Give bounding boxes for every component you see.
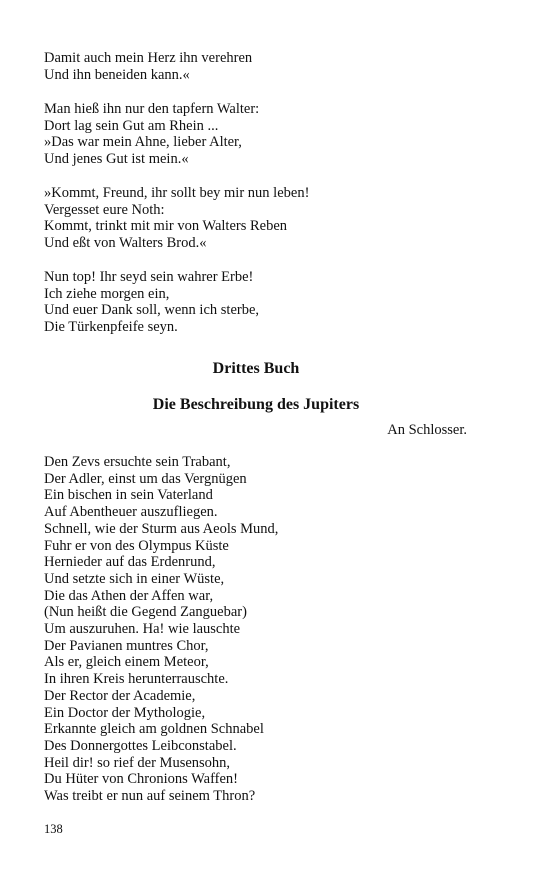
verse-line: Ich ziehe morgen ein, [44,285,170,302]
verse-line: Des Donnergottes Leibconstabel. [44,737,237,754]
verse-line: Und jenes Gut ist mein.« [44,151,189,168]
stanza-1 [44,50,252,83]
verse-line: Und euer Dank soll, wenn ich sterbe, [44,302,260,319]
verse-line: Die Türkenpfeife seyn. [44,319,178,336]
verse-line: Die das Athen der Affen war, [44,587,214,604]
verse-line: »Das war mein Ahne, lieber Alter, [44,134,242,151]
verse-line: Der Rector der Academie, [44,687,196,704]
stanza-2 [44,101,259,168]
verse-line: »Kommt, Freund, ihr sollt bey mir nun leben! [44,185,310,201]
verse-line: Ein bischen in sein Vaterland [44,487,213,504]
verse-line: Heil dir! so rief der Musensohn, [44,754,231,771]
verse-line: Erkannte gleich am goldnen Schnabel [44,721,264,738]
verse-line: Man hieß ihn nur den tapfern Walter: [44,101,260,117]
verse-line: Kommt, trinkt mit mir von Walters Reben [44,218,288,235]
verse-line: Als er, gleich einem Meteor, [44,654,209,671]
dedication: An Schlosser. [387,422,467,438]
verse-line: Nun top! Ihr seyd sein wahrer Erbe! [44,269,254,285]
book-heading: Drittes Buch [212,360,300,377]
verse-line: In ihren Kreis herunterrauschte. [44,671,229,688]
verse-line: Vergesset eure Noth: [44,201,165,218]
verse-line: Und eßt von Walters Brod.« [44,235,207,252]
verse-line: Der Pavianen muntres Chor, [44,637,209,654]
verse-line: Schnell, wie der Sturm aus Aeols Mund, [44,520,279,537]
verse-line: Dort lag sein Gut am Rhein ... [44,117,219,134]
verse-line: Was treibt er nun auf seinem Thron? [44,788,256,805]
verse-line: Ein Doctor der Mythologie, [44,704,206,721]
stanza-4 [44,269,259,336]
verse-line: Und setzte sich in einer Wüste, [44,570,225,587]
verse-line: Und ihn beneiden kann.« [44,66,190,83]
poem-body [44,454,278,805]
poem-title: Die Beschreibung des Jupiters [152,396,360,413]
page-number: 138 [44,822,63,836]
verse-line: (Nun heißt die Gegend Zanguebar) [44,604,247,621]
verse-line: Fuhr er von des Olympus Küste [44,537,229,554]
verse-line: Damit auch mein Herz ihn verehren [44,50,253,66]
stanza-3 [44,185,309,252]
verse-line: Der Adler, einst um das Vergnügen [44,470,247,487]
verse-line: Auf Abentheuer auszufliegen. [44,504,218,521]
verse-line: Um auszuruhen. Ha! wie lauschte [44,621,241,638]
verse-line: Hernieder auf das Erdenrund, [44,554,216,571]
verse-line: Den Zevs ersuchte sein Trabant, [44,454,231,470]
verse-line: Du Hüter von Chronions Waffen! [44,771,239,788]
